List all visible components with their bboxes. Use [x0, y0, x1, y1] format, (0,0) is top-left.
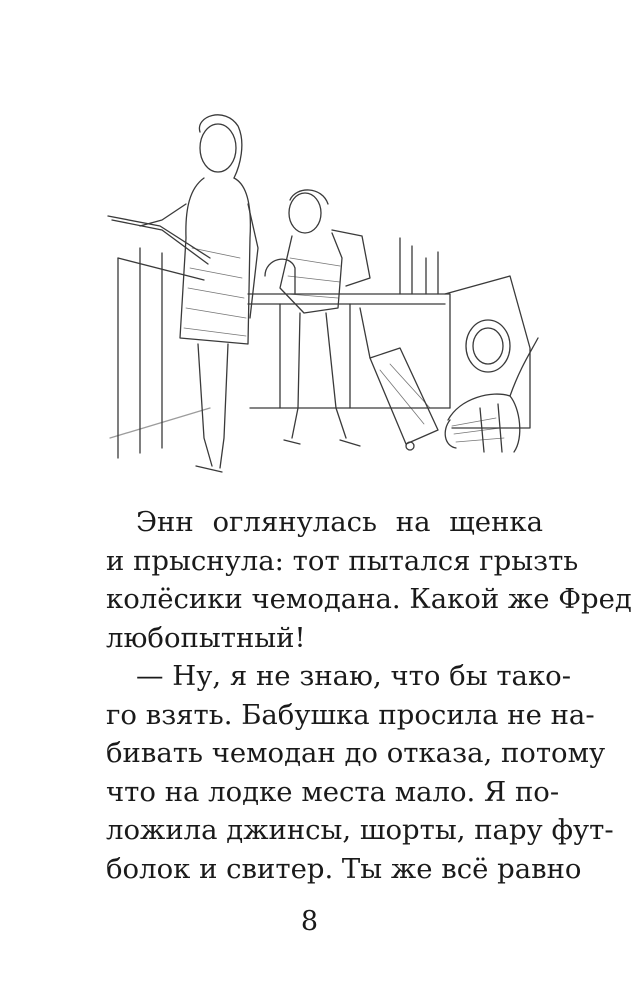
- text-line: болок и свитер. Ты же всё равно: [106, 852, 582, 885]
- text-line: го взять. Бабушка просила не на-: [106, 698, 595, 731]
- text-line: Энн оглянулась на щенка: [136, 506, 543, 538]
- text-line: — Ну, я не знаю, что бы тако-: [136, 660, 571, 692]
- text-line: бивать чемодан до отказа, потому: [106, 737, 606, 769]
- text-line: колёсики чемодана. Какой же Фред: [106, 583, 632, 615]
- sketch-illustration-icon: [100, 108, 560, 484]
- page-number: 8: [300, 906, 319, 937]
- text-line: ложила джинсы, шорты, пару фут-: [106, 814, 614, 846]
- illustration: [100, 108, 560, 484]
- body-text: [106, 503, 632, 888]
- text-line: и прыснула: тот пытался грызть: [106, 544, 579, 577]
- text-line: что на лодке места мало. Я по-: [106, 775, 560, 808]
- text-line: любопытный!: [106, 621, 306, 654]
